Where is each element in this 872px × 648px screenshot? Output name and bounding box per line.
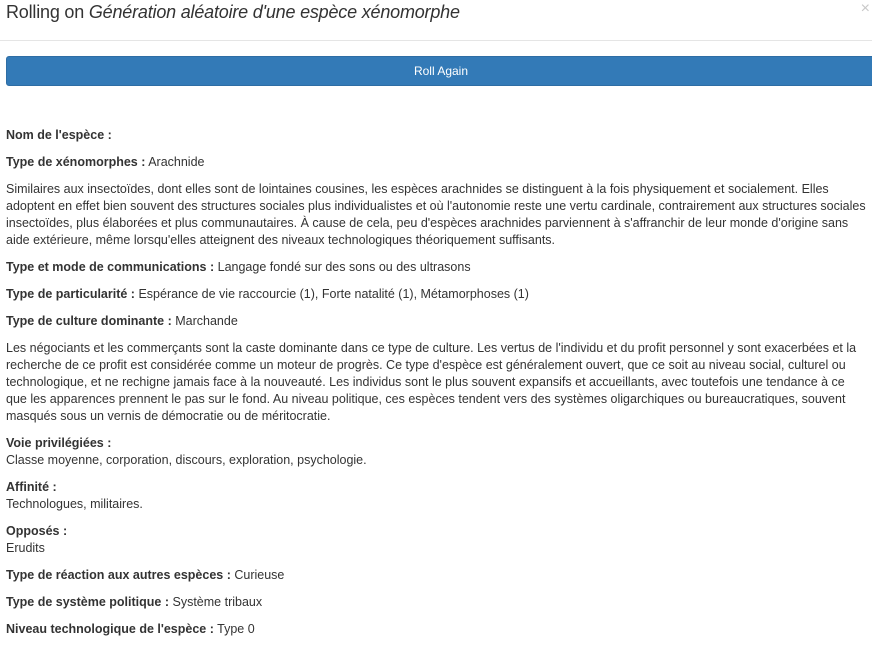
paths-label: Voie privilégiées : bbox=[6, 436, 112, 450]
culture-label: Type de culture dominante : bbox=[6, 314, 172, 328]
affinity-block bbox=[6, 479, 868, 513]
culture-description-text: Les négociants et les commerçants sont la caste dominante dans ce type de culture. Les vertus de l'individu et du profit personnel y sont exacerbées et la recherche de ce profit est considérée comme un moteur de progrès. Ce type d'espèce est généralement ouvert, que ce soit au niveau social, culturel ou technologique, et ne rechigne jamais face à la nouveauté. Les individus sont le plus souvent expansifs et accueillants, avec toutefois une tendance à ce que les apparences prennent le pas sur le fond. Au niveau politique, ces espèces tendent vers des systèmes oligarchiques ou bureaucratiques, souvent masqués sous un vernis de démocratie ou de méritocratie. bbox=[6, 341, 857, 423]
tech-level-row bbox=[6, 621, 868, 638]
opposed-block bbox=[6, 523, 868, 557]
communication-value: Langage fondé sur des sons ou des ultrasons bbox=[217, 260, 471, 274]
culture-row bbox=[6, 313, 868, 330]
species-name-label: Nom de l'espèce : bbox=[6, 128, 112, 142]
particularity-value: Espérance de vie raccourcie (1), Forte natalité (1), Métamorphoses (1) bbox=[138, 287, 529, 301]
reaction-value: Curieuse bbox=[234, 568, 285, 582]
paths-value: Classe moyenne, corporation, discours, exploration, psychologie. bbox=[6, 453, 367, 467]
tech-level-value: Type 0 bbox=[217, 622, 255, 636]
reaction-row bbox=[6, 567, 868, 584]
xeno-type-row bbox=[6, 154, 868, 171]
opposed-value: Erudits bbox=[6, 541, 45, 555]
political-row bbox=[6, 594, 868, 611]
affinity-value: Technologues, militaires. bbox=[6, 497, 143, 511]
species-name-row bbox=[6, 127, 868, 144]
modal-header bbox=[0, 0, 872, 41]
communication-row bbox=[6, 259, 868, 276]
xeno-description: Similaires aux insectoïdes, dont elles sont de lointaines cousines, les espèces arachnides se distinguent à la fois physiquement et socialement. Elles adoptent en effet bien souvent des structures sociales plus individualistes et où l'autonomie reste une vertu cardinale, contrairement aux structures sociales insectoïdes, plus élaborées et plus communautaires. À cause de cela, peu d'espèces arachnides parviennent à s'affranchir de leur monde d'origine sans aide extérieure, même lorsqu'elles atteignent des niveaux technologiques théoriquement suffisants. bbox=[6, 182, 866, 247]
particularity-label: Type de particularité : bbox=[6, 287, 135, 301]
xeno-type-label: Type de xénomorphes : bbox=[6, 155, 146, 169]
political-value: Système tribaux bbox=[172, 595, 263, 609]
reaction-label: Type de réaction aux autres espèces : bbox=[6, 568, 231, 582]
roll-again-button[interactable]: Roll Again bbox=[6, 56, 872, 86]
title-prefix: Rolling on bbox=[6, 2, 85, 22]
communication-label: Type et mode de communications : bbox=[6, 260, 215, 274]
title-table-name: Génération aléatoire d'une espèce xénomorphe bbox=[88, 2, 460, 22]
xeno-type-value: Arachnide bbox=[148, 155, 205, 169]
culture-value: Marchande bbox=[175, 314, 238, 328]
culture-description bbox=[6, 340, 868, 425]
close-icon[interactable]: × bbox=[860, 0, 870, 17]
tech-level-label: Niveau technologique de l'espèce : bbox=[6, 622, 214, 636]
paths-block bbox=[6, 435, 868, 469]
affinity-label: Affinité : bbox=[6, 480, 57, 494]
roll-result bbox=[6, 127, 868, 648]
particularity-row bbox=[6, 286, 868, 303]
modal-title bbox=[6, 2, 460, 23]
political-label: Type de système politique : bbox=[6, 595, 170, 609]
opposed-label: Opposés : bbox=[6, 524, 68, 538]
